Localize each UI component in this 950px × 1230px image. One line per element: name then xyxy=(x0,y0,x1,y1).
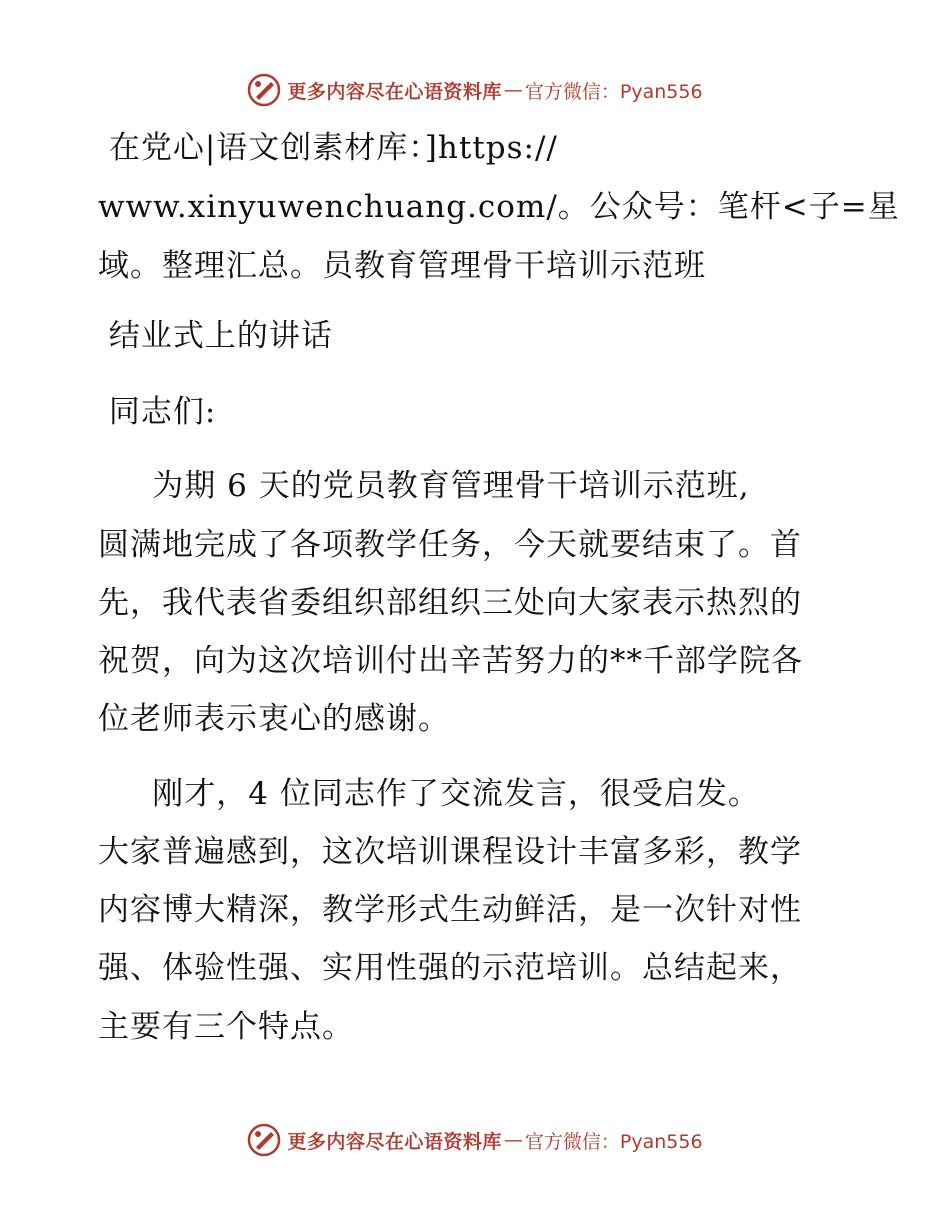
text-line: 内容博大精深，教学形式生动鲜活，是一次针对性 xyxy=(98,892,802,928)
text-line: 刚才，4 位同志作了交流发言，很受启发。 xyxy=(98,776,760,812)
footer-banner xyxy=(0,1120,950,1160)
text-line: 祝贺，向为这次培训付出辛苦努力的**千部学院各 xyxy=(98,643,803,679)
text-line: 先，我代表省委组织部组织三处向大家表示热烈的 xyxy=(98,585,802,621)
text-line: 位老师表示衷心的感谢。 xyxy=(98,701,450,737)
text-line: 为期 6 天的党员教育管理骨干培训示范班, xyxy=(98,468,750,504)
text-line: 同志们: xyxy=(98,394,217,430)
header-banner xyxy=(0,70,950,110)
text-line: www.xinyuwenchuang.com/。公众号：笔杆<子=星 xyxy=(98,189,900,225)
banner-dash: — xyxy=(503,79,523,101)
brand-logo-icon xyxy=(247,1123,281,1157)
brand-logo-icon xyxy=(247,73,281,107)
text-line: 域。整理汇总。员教育管理骨干培训示范班 xyxy=(98,248,706,284)
banner-right-text: 官方微信：Pyan556 xyxy=(524,80,703,103)
text-line: 大家普遍感到，这次培训课程设计丰富多彩，教学 xyxy=(98,834,802,870)
text-line: 强、体验性强、实用性强的示范培训。总结起来， xyxy=(98,950,802,986)
text-line: 在党心|语文创素材库：]https:// xyxy=(98,130,558,166)
banner-left-text: 更多内容尽在心语资料库 xyxy=(287,1130,502,1153)
text-line: 结业式上的讲话 xyxy=(98,318,333,354)
banner-left-text: 更多内容尽在心语资料库 xyxy=(287,80,502,103)
banner-dash: — xyxy=(503,1129,523,1151)
text-line: 主要有三个特点。 xyxy=(98,1009,354,1045)
banner-right-text: 官方微信：Pyan556 xyxy=(524,1130,703,1153)
text-line: 圆满地完成了各项教学任务，今天就要结束了。首 xyxy=(98,527,802,563)
